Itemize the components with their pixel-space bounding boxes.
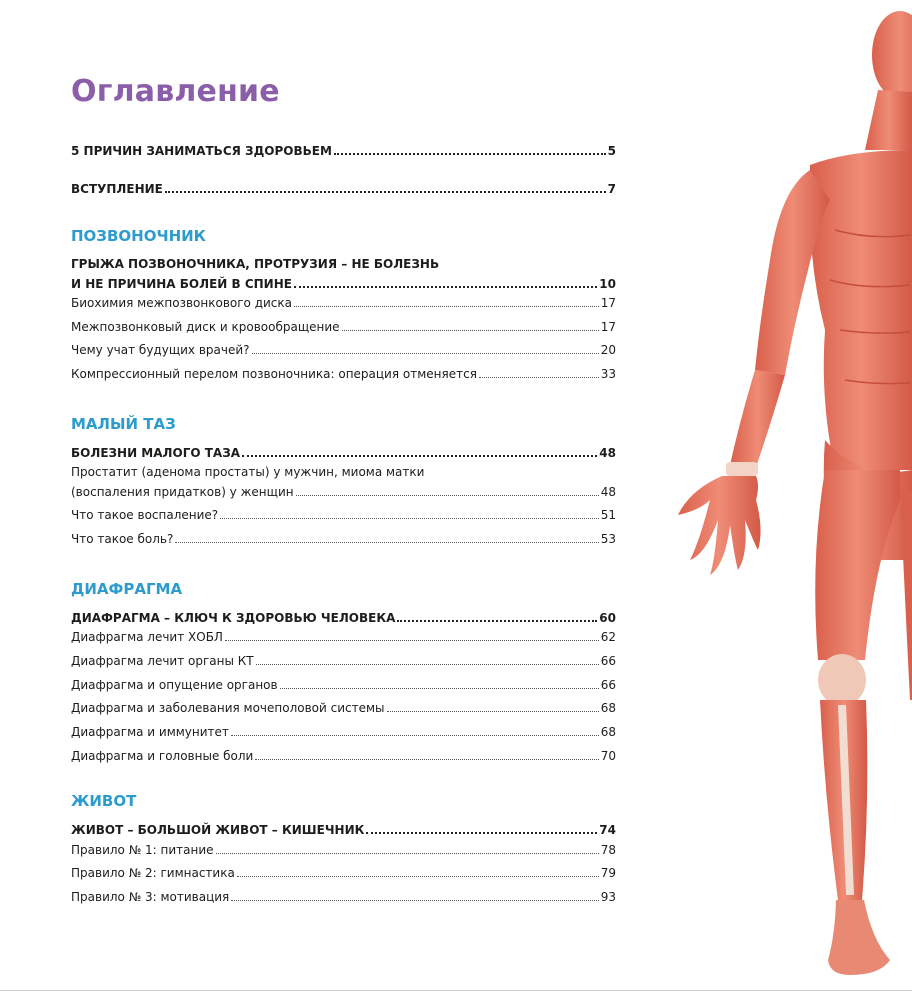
leader-dots	[165, 191, 606, 193]
toc-entry-page: 66	[600, 654, 616, 668]
toc-entry-page: 74	[599, 823, 616, 837]
toc-entry-title: Чему учат будущих врачей?	[71, 343, 250, 357]
leader-dots	[175, 542, 598, 543]
toc-entry-title: Компрессионный перелом позвоночника: операция отменяется	[71, 367, 477, 381]
leader-dots	[387, 711, 599, 712]
toc-entry-title: ЖИВОТ – БОЛЬШОЙ ЖИВОТ – КИШЕЧНИК	[71, 823, 365, 837]
toc-entry[interactable]	[71, 181, 616, 197]
toc-entry[interactable]	[71, 507, 616, 523]
leader-dots	[231, 735, 599, 736]
foot-shape	[828, 900, 890, 975]
toc-entry-title: ДИАФРАГМА – КЛЮЧ К ЗДОРОВЬЮ ЧЕЛОВЕКА	[71, 611, 396, 625]
toc-main-entry[interactable]	[71, 610, 616, 626]
forearm-shape	[730, 370, 785, 470]
leader-dots	[220, 518, 599, 519]
toc-entry-page: 51	[600, 508, 616, 522]
leader-dots	[479, 377, 599, 378]
leader-dots	[231, 900, 598, 901]
hand-shape	[678, 476, 761, 575]
section-heading-pelvis: МАЛЫЙ ТАЗ	[71, 415, 176, 433]
neck-shape	[865, 90, 912, 150]
toc-entry[interactable]	[71, 143, 616, 159]
toc-main-entry[interactable]	[71, 822, 616, 838]
section-heading-spine: ПОЗВОНОЧНИК	[71, 227, 206, 245]
toc-entry-title-line1: Простатит (аденома простаты) у мужчин, миома матки	[71, 465, 425, 479]
toc-entry-page: 17	[600, 320, 616, 334]
toc-entry-title: Что такое боль?	[71, 532, 174, 546]
toc-entry[interactable]	[71, 748, 616, 764]
toc-entry-title: Диафрагма и опущение органов	[71, 678, 278, 692]
knee-shape	[818, 654, 866, 706]
leader-dots	[256, 664, 599, 665]
page-bottom-border	[0, 990, 912, 991]
toc-entry-title: Диафрагма лечит органы КТ	[71, 654, 254, 668]
leader-dots	[255, 759, 598, 760]
toc-entry-page: 66	[600, 678, 616, 692]
leader-dots	[294, 286, 597, 288]
toc-entry[interactable]	[71, 653, 616, 669]
toc-entry-title: Что такое воспаление?	[71, 508, 219, 522]
wrist-tendon	[726, 462, 758, 476]
toc-entry-title: Правило № 3: мотивация	[71, 890, 230, 904]
toc-entry[interactable]	[71, 319, 616, 335]
toc-entry-title-line1: ГРЫЖА ПОЗВОНОЧНИКА, ПРОТРУЗИЯ – НЕ БОЛЕЗНЬ	[71, 257, 440, 271]
toc-entry[interactable]	[71, 342, 616, 358]
other-leg-shape	[900, 490, 912, 700]
toc-entry-title: Межпозвонковый диск и кровообращение	[71, 320, 340, 334]
toc-entry[interactable]	[71, 295, 616, 311]
section-heading-diaphragm: ДИАФРАГМА	[71, 580, 183, 598]
toc-entry-page: 33	[600, 367, 616, 381]
leader-dots	[252, 353, 599, 354]
leader-dots	[342, 330, 599, 331]
leader-dots	[334, 153, 606, 155]
thigh-shape	[815, 470, 900, 660]
toc-entry-page: 5	[607, 144, 616, 158]
toc-entry-page: 68	[600, 701, 616, 715]
toc-entry-page: 48	[599, 446, 616, 460]
toc-entry[interactable]	[71, 724, 616, 740]
toc-entry[interactable]	[71, 484, 616, 500]
toc-entry-page: 78	[600, 843, 616, 857]
toc-entry[interactable]	[71, 531, 616, 547]
toc-main-entry[interactable]	[71, 276, 616, 292]
toc-entry-page: 68	[600, 725, 616, 739]
toc-entry[interactable]	[71, 842, 616, 858]
toc-entry-title: Диафрагма и иммунитет	[71, 725, 229, 739]
toc-entry[interactable]	[71, 700, 616, 716]
leader-dots	[225, 640, 599, 641]
toc-entry-title: Диафрагма лечит ХОБЛ	[71, 630, 223, 644]
human-muscle-anatomy-figure	[660, 0, 912, 993]
toc-main-entry[interactable]	[71, 445, 616, 461]
toc-entry-title: Диафрагма и головные боли	[71, 749, 254, 763]
toc-entry-page: 20	[600, 343, 616, 357]
toc-entry-title: БОЛЕЗНИ МАЛОГО ТАЗА	[71, 446, 241, 460]
toc-entry-title: (воспаления придатков) у женщин	[71, 485, 294, 499]
toc-entry-page: 79	[600, 866, 616, 880]
toc-entry[interactable]	[71, 889, 616, 905]
toc-entry-page: 17	[600, 296, 616, 310]
page-title: Оглавление	[71, 74, 280, 109]
leader-dots	[397, 620, 597, 622]
toc-entry-title: Биохимия межпозвонкового диска	[71, 296, 292, 310]
toc-entry-title: Правило № 2: гимнастика	[71, 866, 235, 880]
toc-entry-page: 62	[600, 630, 616, 644]
leader-dots	[242, 455, 597, 457]
toc-entry-page: 60	[599, 611, 616, 625]
toc-entry-page: 7	[607, 182, 616, 196]
leader-dots	[294, 306, 599, 307]
toc-entry-title: Правило № 1: питание	[71, 843, 214, 857]
toc-entry[interactable]	[71, 366, 616, 382]
toc-entry-page: 70	[600, 749, 616, 763]
toc-entry-page: 48	[600, 485, 616, 499]
toc-entry-page: 10	[599, 277, 616, 291]
leader-dots	[237, 876, 599, 877]
toc-entry-page: 93	[600, 890, 616, 904]
toc-entry[interactable]	[71, 629, 616, 645]
leader-dots	[216, 853, 599, 854]
toc-entry-page: 53	[600, 532, 616, 546]
toc-entry-title: И НЕ ПРИЧИНА БОЛЕЙ В СПИНЕ	[71, 277, 292, 291]
head-shape	[872, 11, 912, 99]
leader-dots	[296, 495, 599, 496]
section-heading-belly: ЖИВОТ	[71, 792, 137, 810]
toc-entry-title: Диафрагма и заболевания мочеполовой системы	[71, 701, 385, 715]
toc-entry[interactable]	[71, 865, 616, 881]
toc-entry-title: 5 ПРИЧИН ЗАНИМАТЬСЯ ЗДОРОВЬЕМ	[71, 144, 332, 158]
toc-entry-title: ВСТУПЛЕНИЕ	[71, 182, 163, 196]
toc-entry[interactable]	[71, 677, 616, 693]
leader-dots	[366, 832, 597, 834]
leader-dots	[280, 688, 599, 689]
